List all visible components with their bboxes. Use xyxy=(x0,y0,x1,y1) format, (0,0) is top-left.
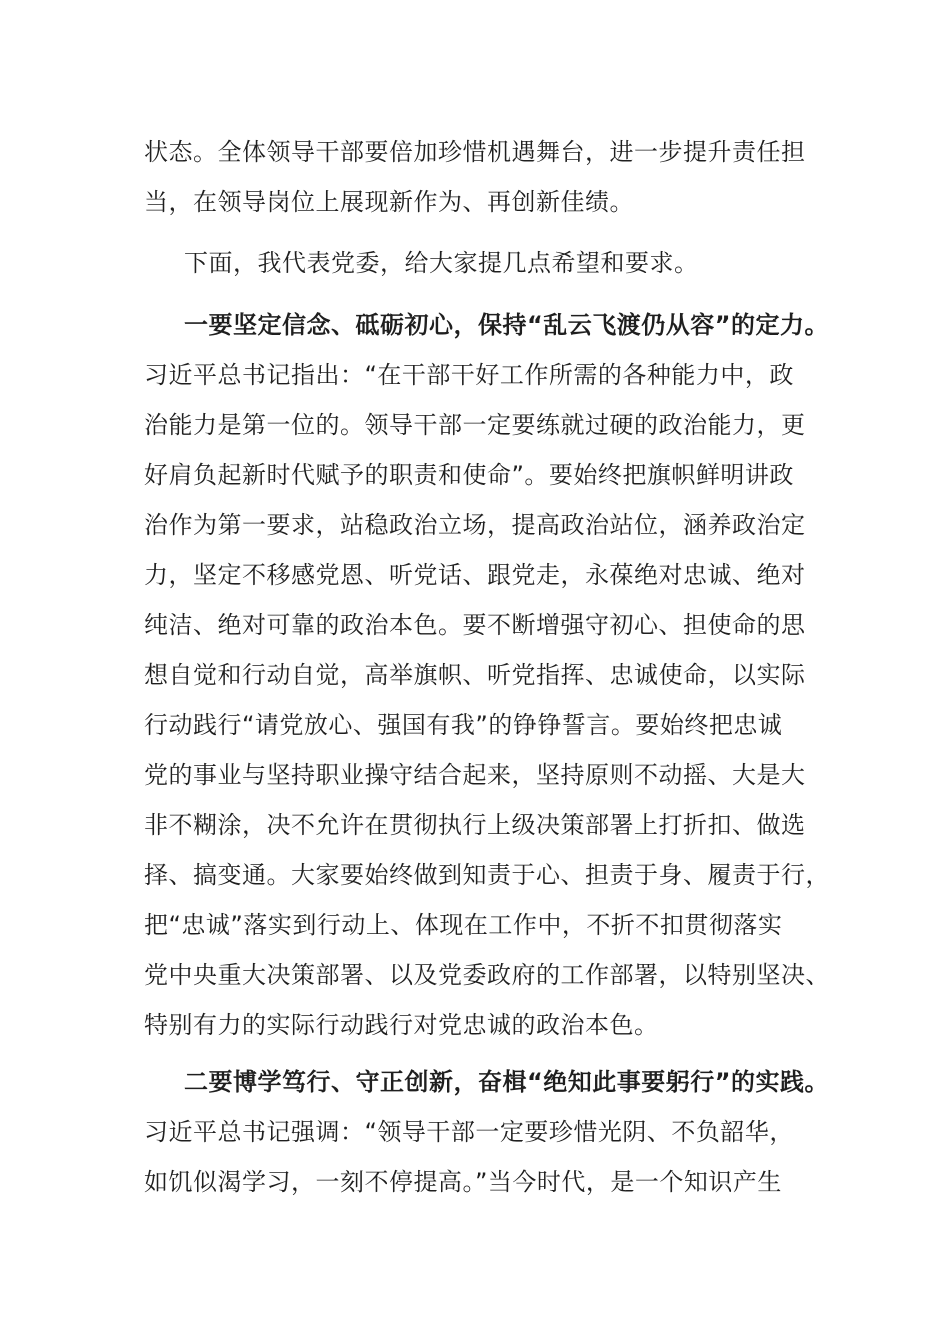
section-heading: 一要坚定信念、砥砺初心，保持“乱云飞渡仍从容”的定力。 xyxy=(184,311,830,339)
paragraph-section-two xyxy=(144,1057,830,1207)
text-line: 习近平总书记强调：“领导干部一定要珍惜光阴、不负韶华， xyxy=(144,1118,794,1146)
text-line: 想自觉和行动自觉，高举旗帜、听党指挥、忠诚使命，以实际 xyxy=(144,661,806,689)
text-line: 如饥似渴学习，一刻不停提高。”当今时代，是一个知识产生 xyxy=(144,1168,782,1196)
paragraph-intro xyxy=(144,238,824,288)
text-line: 党的事业与坚持职业操守结合起来，坚持原则不动摇、大是大 xyxy=(144,761,806,789)
text-line: 当，在领导岗位上展现新作为、再创新佳绩。 xyxy=(144,188,634,216)
text-line: 行动践行“请党放心、强国有我”的铮铮誓言。要始终把忠诚 xyxy=(144,711,783,739)
text-line: 党中央重大决策部署、以及党委政府的工作部署，以特别坚决、 xyxy=(144,961,830,989)
paragraph-continuation xyxy=(144,127,824,227)
text-line: 纯洁、绝对可靠的政治本色。要不断增强守初心、担使命的思 xyxy=(144,611,806,639)
text-line: 治作为第一要求，站稳政治立场，提高政治站位，涵养政治定 xyxy=(144,511,806,539)
text-line: 好肩负起新时代赋予的职责和使命”。要始终把旗帜鲜明讲政 xyxy=(144,461,794,489)
text-line: 非不糊涂，决不允许在贯彻执行上级决策部署上打折扣、做选 xyxy=(144,811,806,839)
text-line: 特别有力的实际行动践行对党忠诚的政治本色。 xyxy=(144,1011,659,1039)
text-line: 治能力是第一位的。领导干部一定要练就过硬的政治能力，更 xyxy=(144,411,806,439)
text-line: 把“忠诚”落实到行动上、体现在工作中，不折不扣贯彻落实 xyxy=(144,911,783,939)
text-line: 状态。全体领导干部要倍加珍惜机遇舞台，进一步提升责任担 xyxy=(144,138,806,166)
text-line: 择、搞变通。大家要始终做到知责于心、担责于身、履责于行， xyxy=(144,861,830,889)
text-line: 习近平总书记指出：“在干部干好工作所需的各种能力中，政 xyxy=(144,361,794,389)
section-heading: 二要博学笃行、守正创新，奋楫“绝知此事要躬行”的实践。 xyxy=(184,1068,830,1096)
paragraph-section-one xyxy=(144,300,830,1050)
text-line: 力，坚定不移感党恩、听党话、跟党走，永葆绝对忠诚、绝对 xyxy=(144,561,806,589)
text-line: 下面，我代表党委，给大家提几点希望和要求。 xyxy=(184,249,699,277)
